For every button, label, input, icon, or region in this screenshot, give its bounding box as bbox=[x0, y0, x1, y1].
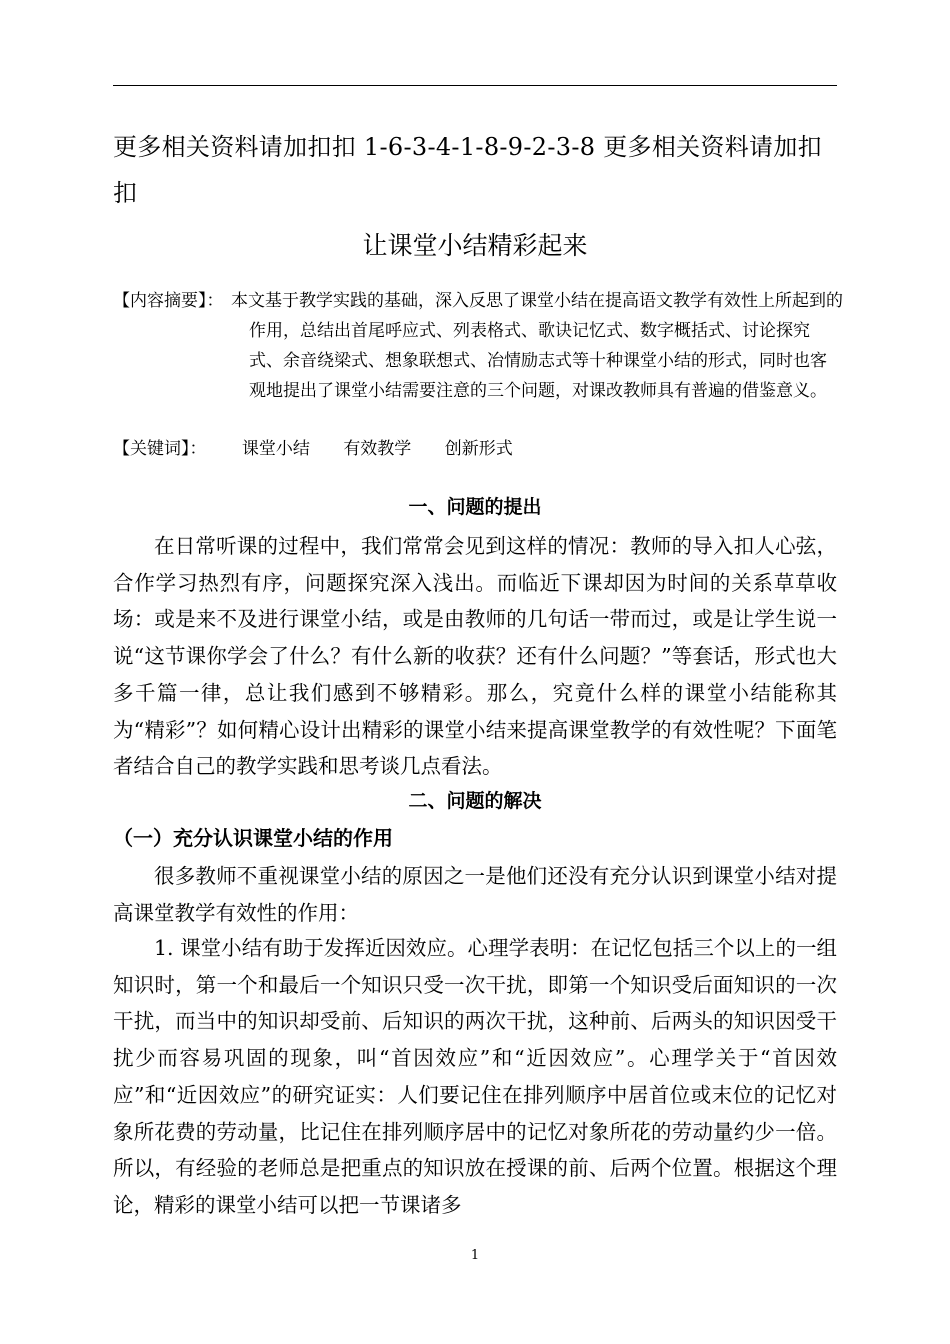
subsection-1-intro: 很多教师不重视课堂小结的原因之一是他们还没有充分认识到课堂小结对提高课堂教学有效性的作用： bbox=[113, 864, 837, 925]
keywords-line bbox=[113, 434, 837, 464]
page-number: 1 bbox=[470, 1248, 480, 1263]
subsection-heading-1: （一）充分认识课堂小结的作用 bbox=[113, 826, 393, 850]
section-1-paragraph: 在日常听课的过程中，我们常常会见到这样的情况：教师的导入扣人心弦，合作学习热烈有序，问题探究深入浅出。而临近下课却因为时间的关系草草收场：或是来不及进行课堂小结，或是由教师的几句话一带而过，或是让学生说一说“这节课你学会了什么？有什么新的收获？还有什么问题？”等套话，形式也大多千篇一律，总让我们感到不够精彩。那么，究竟什么样的课堂小结能称其为“精彩”？如何精心设计出精彩的课堂小结来提高课堂教学的有效性呢？下面笔者结合自己的教学实践和思考谈几点看法。 bbox=[113, 534, 837, 779]
header-rule bbox=[113, 85, 837, 86]
section-heading-1: 一、问题的提出 bbox=[408, 496, 542, 518]
abstract-text: 本文基于教学实践的基础，深入反思了课堂小结在提高语文教学有效性上所起到的作用，总结出首尾呼应式、列表格式、歌诀记忆式、数字概括式、讨论探究式、余音绕梁式、想象联想式、冶情励志式等十种课堂小结的形式，同时也客观地提出了课堂小结需要注意的三个问题，对课改教师具有普遍的借鉴意义。 bbox=[231, 291, 843, 401]
keyword: 创新形式 bbox=[444, 439, 513, 459]
keyword: 有效教学 bbox=[343, 439, 412, 459]
point-1-paragraph: 1. 课堂小结有助于发挥近因效应。心理学表明：在记忆包括三个以上的一组知识时，第一个和最后一个知识只受一次干扰，即第一个知识受后面知识的一次干扰，而当中的知识却受前、后知识的两次干扰，这种前、后两头的知识因受干扰少而容易巩固的现象，叫“首因效应”和“近因效应”。心理学关于“首因效应”和“近因效应”的研究证实：人们要记住在排列顺序中居首位或末位的记忆对象所花费的劳动量，比记住在排列顺序居中的记忆对象所花的劳动量约少一倍。所以，有经验的老师总是把重点的知识放在授课的前、后两个位置。根据这个理论，精彩的课堂小结可以把一节课诸多 bbox=[113, 936, 837, 1217]
section-heading-2: 二、问题的解决 bbox=[408, 790, 542, 812]
abstract-label: 【内容摘要】： bbox=[113, 291, 224, 311]
keyword: 课堂小结 bbox=[241, 439, 310, 459]
promo-header-text: 更多相关资料请加扣扣 1-6-3-4-1-8-9-2-3-8 更多相关资料请加扣扣 bbox=[113, 133, 822, 207]
keywords-label: 【关键词】： bbox=[113, 439, 207, 459]
article-title: 让课堂小结精彩起来 bbox=[362, 231, 588, 260]
abstract-block bbox=[113, 286, 843, 406]
